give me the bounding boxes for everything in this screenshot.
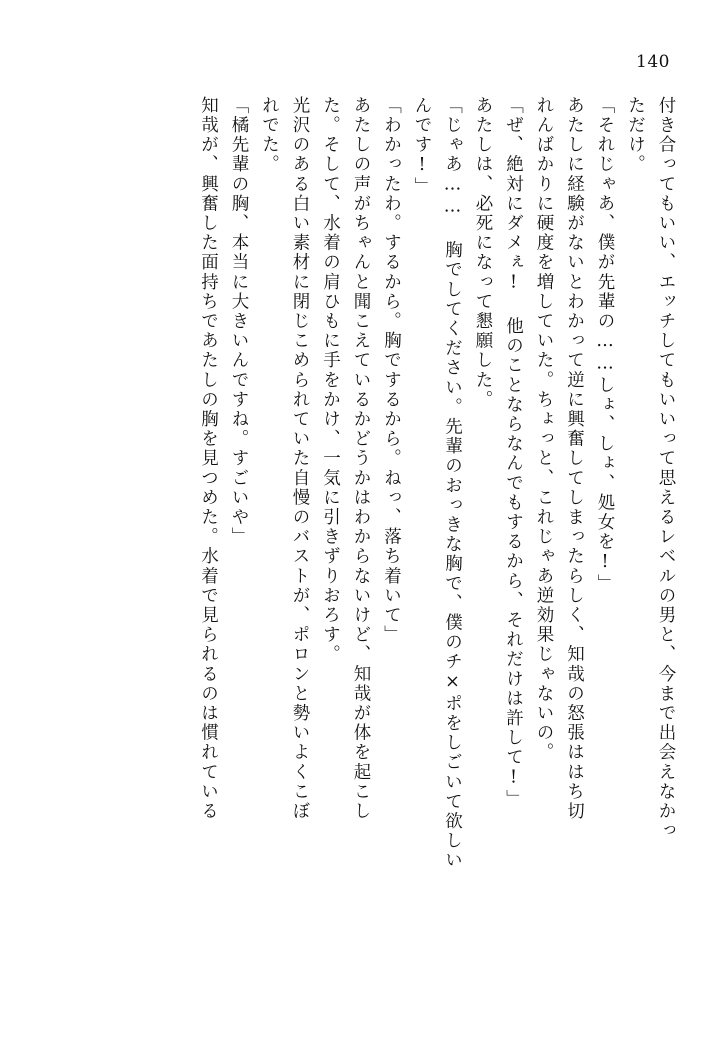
- text-column: た。そして、水着の肩ひもに手をかけ、一気に引きずりおろす。: [320, 96, 341, 665]
- text-column: れんばかりに硬度を増していた。ちょっと、これじゃあ逆効果じゃないの。: [534, 96, 554, 763]
- text-column: 「ぜ、絶対にダメぇ! 他のことならなんでもするから、それだけは許して!」: [503, 96, 524, 810]
- text-column: あたしに経験がないとわかって逆に興奮してしまったらしく、知哉の怒張ははち切: [564, 96, 585, 822]
- text-column: 「わかったわ。するから。胸でするから。ねっ、落ち着いて」: [381, 96, 402, 645]
- text-column: 光沢のある白い素材に閉じこめられていた自慢のバストが、ポロンと勢いよくこぼ: [290, 96, 310, 822]
- text-column: れでた。: [259, 96, 280, 175]
- vertical-text-body: [60, 96, 674, 990]
- page-number: 140: [636, 52, 670, 72]
- text-column: んです!」: [412, 96, 432, 197]
- text-column: ただけ。: [625, 96, 646, 175]
- text-column: あたしは、必死になって懇願した。: [473, 96, 493, 410]
- text-column: あたしの声がちゃんと聞こえているかどうかはわからないけど、知哉が体を起こし: [351, 96, 371, 822]
- text-column: 「それじゃあ、僕が先輩の……しょ、しょ、処女を!」: [595, 96, 615, 594]
- text-column: 知哉が、興奮した面持ちであたしの胸を見つめた。水着で見られるのは慣れている: [198, 96, 219, 822]
- text-column: 付き合ってもいい、エッチしてもいいって思えるレベルの男と、今まで出会えなかっ: [656, 96, 676, 841]
- text-column: 「橘先輩の胸、本当に大きいんですね。すごいや」: [229, 96, 249, 547]
- text-column: 「じゃあ…… 胸でしてください。先輩のおっきな胸で、僕のチ×ポをしごいて欲しい: [442, 96, 463, 871]
